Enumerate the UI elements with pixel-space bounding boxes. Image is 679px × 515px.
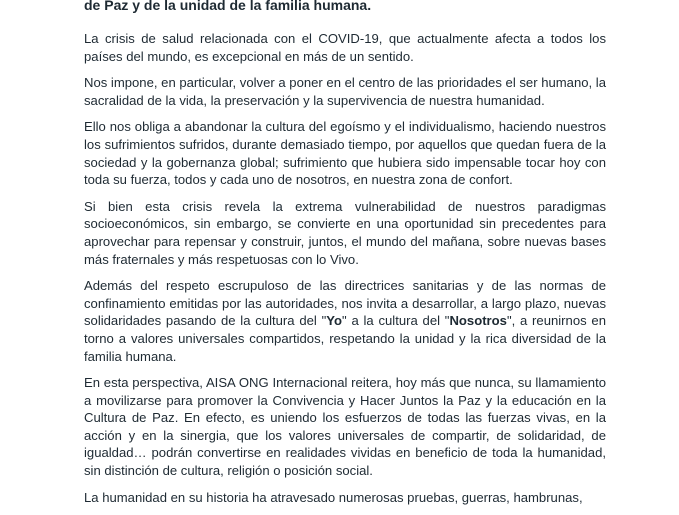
yo-emphasis: Yo	[326, 313, 343, 329]
nosotros-emphasis: Nosotros	[449, 313, 507, 329]
paragraph-humanity-cut: La humanidad en su historia ha atravesado numerosas pruebas, guerras, hambrunas,	[84, 489, 583, 505]
culture-text-middle: " a la cultura del "	[342, 313, 450, 329]
culture-text-after: ", a reunirnos en torno a valores universales compartidos, respetando la unidad y la rica diversidad de la familia humana.	[84, 313, 606, 364]
paragraph-culture	[84, 277, 606, 365]
paragraph-egoism: Ello nos obliga a abandonar la cultura del egoísmo y el individualismo, haciendo nuestros los sufrimientos sufridos, durante demasiado tiempo, por aquellos que quedan fuera de la sociedad y la gobernanza global; sufrimiento que hubiera sido impensable tocar hoy con toda su fuerza, todos y cada uno de nosotros, en nuestra zona de confort.	[84, 119, 606, 188]
paragraph-aisa: En esta perspectiva, AISA ONG Internacional reitera, hoy más que nunca, su llamamiento a movilizarse para promover la Convivencia y Hacer Juntos la Paz y la educación en la Cultura de Paz. En efecto, es uniendo los esfuerzos de todas las fuerzas vivas, en la acción y en la sinergia, que los valores universales de compartir, de solidaridad, de igualdad… podrán convertirse en realidades vividas en beneficio de toda la humanidad, sin distinción de cultura, religión o posición social.	[84, 375, 606, 479]
culture-text-before: Además del respeto escrupuloso de las directrices sanitarias y de las normas de confinamiento emitidas por las autoridades, nos invita a desarrollar, a largo plazo, nuevas solidaridades pasando de la cultura del "	[84, 278, 606, 329]
document-body	[84, 30, 606, 515]
paragraph-covid: La crisis de salud relacionada con el COVID-19, que actualmente afecta a todos los países del mundo, es excepcional en más de un sentido.	[84, 31, 606, 64]
paragraph-crisis: Si bien esta crisis revela la extrema vulnerabilidad de nuestros paradigmas socioeconómicos, sin embargo, se convierte en una oportunidad sin precedentes para aprovechar para repensar y construir, juntos, el mundo del mañana, sobre nuevas bases más fraternales y más respetuosas con lo Vivo.	[84, 198, 606, 267]
heading-line: de Paz y de la unidad de la familia humana.	[84, 0, 372, 13]
paragraph-priorities: Nos impone, en particular, volver a poner en el centro de las prioridades el ser humano, la sacralidad de la vida, la preservación y la supervivencia de nuestra humanidad.	[84, 75, 606, 108]
